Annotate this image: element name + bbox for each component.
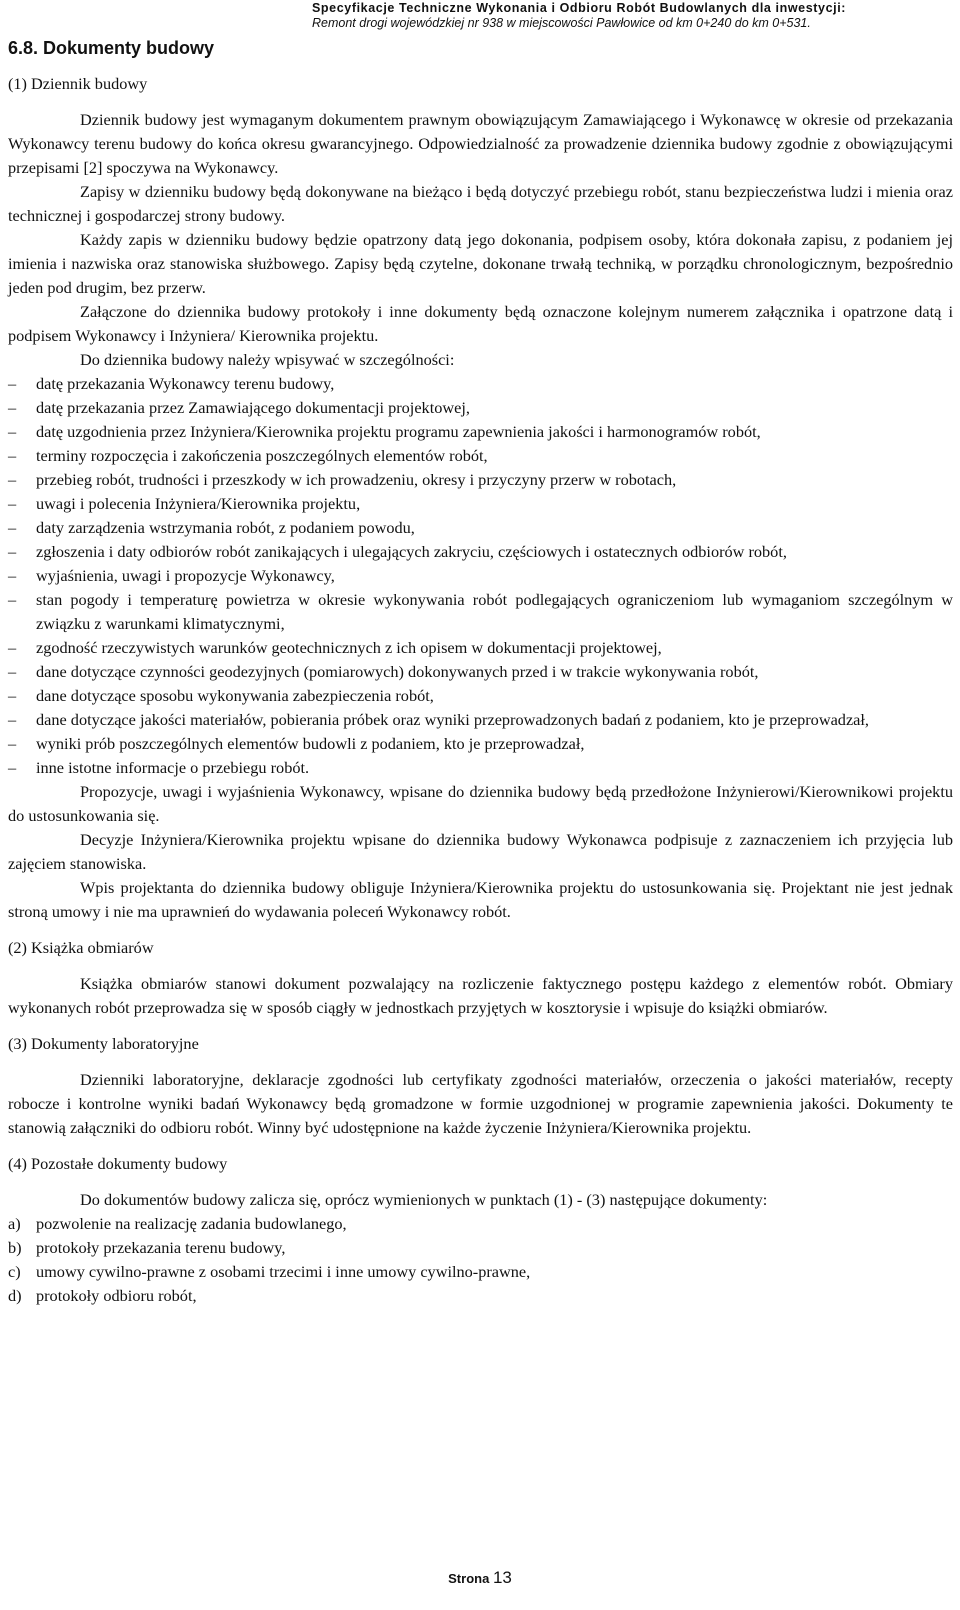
paragraph: Każdy zapis w dzienniku budowy będzie opatrzony datą jego dokonania, podpisem osoby, która dokonała zapisu, z podaniem jej imienia i nazwiska oraz stanowiska służbowego. Zapisy będą czytelne, dokonane trwałą techniką, w porządku chronologicznym, bezpośrednio jeden pod drugim, bez przerw. — [8, 230, 953, 297]
list-item — [8, 1260, 953, 1284]
page-label: Strona — [448, 1571, 490, 1586]
list-item: – wyjaśnienia, uwagi i propozycje Wykonawcy, — [8, 564, 953, 588]
list-item: – dane dotyczące czynności geodezyjnych (pomiarowych) dokonywanych przed i w trakcie wykonywania robót, — [8, 660, 953, 684]
list-item: – wyniki prób poszczególnych elementów budowli z podaniem, kto je przeprowadzał, — [8, 732, 953, 756]
paragraph: Dziennik budowy jest wymaganym dokumentem prawnym obowiązującym Zamawiającego i Wykonawcę w okresie od przekazania Wykonawcy terenu budowy do końca okresu gwarancyjnego. Odpowiedzialność za prowadzenie dziennika budowy zgodnie z obowiązującymi przepisami [2] spoczywa na Wykonawcy. — [8, 110, 953, 177]
list-item: – uwagi i polecenia Inżyniera/Kierownika projektu, — [8, 492, 953, 516]
list-item: – dane dotyczące sposobu wykonywania zabezpieczenia robót, — [8, 684, 953, 708]
list-item-text: protokoły przekazania terenu budowy, — [36, 1238, 286, 1257]
list-item — [8, 1284, 953, 1308]
list-item: – zgłoszenia i daty odbiorów robót zanikających i ulegających zakryciu, częściowych i ostatecznych odbiorów robót, — [8, 540, 953, 564]
header-subtitle: Remont drogi wojewódzkiej nr 938 w miejscowości Pawłowice od km 0+240 do km 0+531. — [312, 16, 811, 30]
paragraph: Decyzje Inżyniera/Kierownika projektu wpisane do dziennika budowy Wykonawca podpisuje z zaznaczeniem ich przyjęcia lub zajęciem stanowiska. — [8, 830, 953, 873]
list-marker: a) — [8, 1214, 21, 1233]
list-item: – datę przekazania przez Zamawiającego dokumentacji projektowej, — [8, 396, 953, 420]
dash-list — [8, 372, 953, 780]
lettered-list — [8, 1212, 953, 1308]
header-title: Specyfikacje Techniczne Wykonania i Odbioru Robót Budowlanych dla inwestycji: — [312, 1, 847, 15]
page-footer — [0, 1568, 960, 1588]
paragraph: Do dziennika budowy należy wpisywać w szczególności: — [80, 350, 455, 369]
list-item: – daty zarządzenia wstrzymania robót, z podaniem powodu, — [8, 516, 953, 540]
paragraph: Propozycje, uwagi i wyjaśnienia Wykonawcy, wpisane do dziennika budowy będą przedłożone Inżynierowi/Kierownikowi projektu do ustosunkowania się. — [8, 782, 953, 825]
list-item — [8, 1212, 953, 1236]
list-item: – zgodność rzeczywistych warunków geotechnicznych z ich opisem w dokumentacji projektowej, — [8, 636, 953, 660]
section-title: 6.8. Dokumenty budowy — [8, 38, 215, 58]
subsection-title-2: (2) Książka obmiarów — [8, 938, 154, 957]
list-item: – datę przekazania Wykonawcy terenu budowy, — [8, 372, 953, 396]
page-number: 13 — [492, 1568, 512, 1587]
paragraph: Do dokumentów budowy zalicza się, oprócz wymienionych w punktach (1) - (3) następujące dokumenty: — [80, 1190, 768, 1209]
list-item: – stan pogody i temperaturę powietrza w okresie wykonywania robót podlegających ograniczeniom lub wymaganiom szczególnym w związku z warunkami klimatycznymi, — [8, 588, 953, 636]
paragraph: Książka obmiarów stanowi dokument pozwalający na rozliczenie faktycznego postępu każdego z elementów robót. Obmiary wykonanych robót przeprowadza się w sposób ciągły w jednostkach przyjętych w kosztorysie i wpisuje do książki obmiarów. — [8, 974, 953, 1017]
paragraph: Wpis projektanta do dziennika budowy obliguje Inżyniera/Kierownika projektu do ustosunkowania się. Projektant nie jest jednak stroną umowy i nie ma uprawnień do wydawania poleceń Wykonawcy robót. — [8, 878, 953, 921]
document-body — [8, 72, 953, 1308]
paragraph: Zapisy w dzienniku budowy będą dokonywane na bieżąco i będą dotyczyć przebiegu robót, stanu bezpieczeństwa ludzi i mienia oraz technicznej i gospodarczej strony budowy. — [8, 182, 953, 225]
list-marker: d) — [8, 1286, 22, 1305]
list-item: – datę uzgodnienia przez Inżyniera/Kierownika projektu programu zapewnienia jakości i harmonogramów robót, — [8, 420, 953, 444]
subsection-title-4: (4) Pozostałe dokumenty budowy — [8, 1154, 228, 1173]
list-item-text: pozwolenie na realizację zadania budowlanego, — [36, 1214, 347, 1233]
paragraph: Dzienniki laboratoryjne, deklaracje zgodności lub certyfikaty zgodności materiałów, orzeczenia o jakości materiałów, recepty robocze i kontrolne wyniki badań Wykonawcy będą gromadzone w formie uzgodnionej w programie zapewnienia jakości. Dokumenty te stanowią załączniki do odbioru robót. Winny być udostępnione na każde życzenie Inżyniera/Kierownika projektu. — [8, 1070, 953, 1137]
subsection-title-1: (1) Dziennik budowy — [8, 74, 148, 93]
list-item — [8, 1236, 953, 1260]
list-marker: c) — [8, 1262, 21, 1281]
list-item: – terminy rozpoczęcia i zakończenia poszczególnych elementów robót, — [8, 444, 953, 468]
paragraph: Załączone do dziennika budowy protokoły i inne dokumenty będą oznaczone kolejnym numerem załącznika i opatrzone datą i podpisem Wykonawcy i Inżyniera/ Kierownika projektu. — [8, 302, 953, 345]
running-header — [312, 1, 952, 31]
list-item: – przebieg robót, trudności i przeszkody w ich prowadzeniu, okresy i przyczyny przerw w robotach, — [8, 468, 953, 492]
subsection-title-3: (3) Dokumenty laboratoryjne — [8, 1034, 199, 1053]
list-item-text: protokoły odbioru robót, — [36, 1286, 197, 1305]
list-item-text: umowy cywilno-prawne z osobami trzecimi i inne umowy cywilno-prawne, — [36, 1262, 531, 1281]
list-marker: b) — [8, 1238, 22, 1257]
list-item: – dane dotyczące jakości materiałów, pobierania próbek oraz wyniki przeprowadzonych badań z podaniem, kto je przeprowadzał, — [8, 708, 953, 732]
list-item: – inne istotne informacje o przebiegu robót. — [8, 756, 953, 780]
